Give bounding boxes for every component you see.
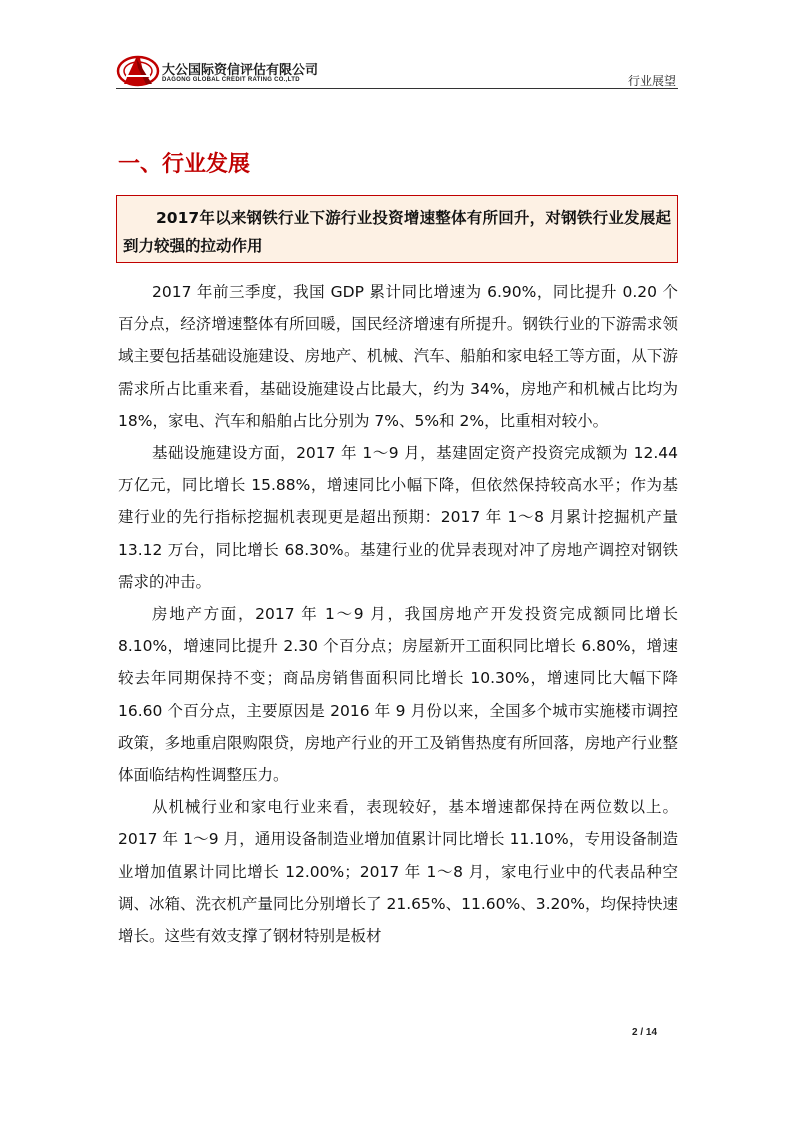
paragraph: 从机械行业和家电行业来看，表现较好，基本增速都保持在两位数以上。2017 年 1～9 月，通用设备制造业增加值累计同比增长 11.10%，专用设备制造业增加值累计同比增长 12.00%；2017 年 1～8 月，家电行业中的代表品种空调、冰箱、洗衣机产量同比分别增长了 21.65%、11.60%、3.20%，均保持快速增长。这些有效支撑了钢材特别是板材: [118, 798, 678, 946]
page-header: [116, 52, 678, 88]
dagong-logo-icon: [116, 54, 160, 88]
company-name-cn: 大公国际资信评估有限公司: [162, 63, 319, 78]
callout-text: 2017年以来钢铁行业下游行业投资增速整体有所回升，对钢铁行业发展起到力较强的拉动作用: [123, 209, 671, 255]
company-name-en: DAGONG GLOBAL CREDIT RATING CO.,LTD: [162, 77, 300, 83]
section-label: 行业展望: [627, 74, 676, 88]
page-number: 2 / 14: [632, 1027, 658, 1038]
paragraph: 房地产方面，2017 年 1～9 月，我国房地产开发投资完成额同比增长 8.10%，增速同比提升 2.30 个百分点；房屋新开工面积同比增长 6.80%，增速较去年同期保持不变；商品房销售面积同比增长 10.30%，增速同比大幅下降 16.60 个百分点，主要原因是 2016 年 9 月份以来，全国多个城市实施楼市调控政策，多地重启限购限贷，房地产行业的开工及销售热度有所回落，房地产行业整体面临结构性调整压力。: [118, 605, 678, 785]
paragraph: 2017 年前三季度，我国 GDP 累计同比增速为 6.90%，同比提升 0.20 个百分点，经济增速整体有所回暖，国民经济增速有所提升。钢铁行业的下游需求领域主要包括基础设施建设、房地产、机械、汽车、船舶和家电轻工等方面，从下游需求所占比重来看，基础设施建设占比最大，约为 34%，房地产和机械占比均为 18%，家电、汽车和船舶占比分别为 7%、5%和 2%，比重相对较小。: [118, 283, 678, 430]
header-divider: [116, 88, 678, 89]
key-point-callout: [116, 195, 678, 263]
section-title: 一、行业发展: [118, 152, 251, 177]
paragraph: 基础设施建设方面，2017 年 1～9 月，基建固定资产投资完成额为 12.44 万亿元，同比增长 15.88%，增速同比小幅下降，但依然保持较高水平；作为基建行业的先行指标挖掘机表现更是超出预期：2017 年 1～8 月累计挖掘机产量 13.12 万台，同比增长 68.30%。基建行业的优异表现对冲了房地产调控对钢铁需求的冲击。: [118, 444, 678, 591]
body-text: [118, 276, 678, 952]
